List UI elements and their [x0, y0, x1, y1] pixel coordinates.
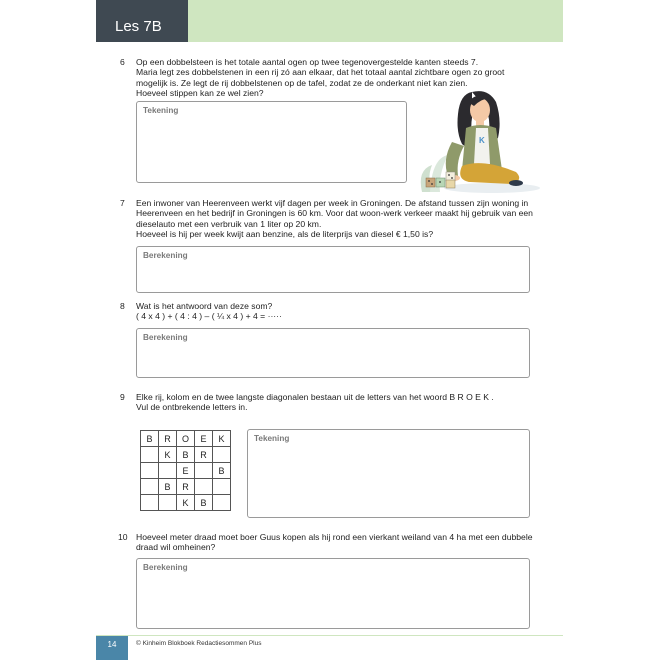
calculation-box-q10[interactable]	[136, 558, 530, 629]
grid-cell[interactable]	[213, 495, 231, 511]
drawing-box-q6[interactable]	[136, 101, 407, 183]
question-text: Elke rij, kolom en de twee langste diagonalen bestaan uit de letters van het woord B R O E K . Vul de ontbrekende letters in.	[136, 392, 494, 413]
grid-cell[interactable]: B	[213, 463, 231, 479]
question-number: 7	[120, 198, 125, 208]
grid-cell[interactable]: K	[159, 447, 177, 463]
question-text: Een inwoner van Heerenveen werkt vijf dagen per week in Groningen. De afstand tussen zijn woning in Heerenveen en het bedrijf in Groningen is 60 km. Voor dat woon-werk verkeer maakt hij gebruik van een dieselauto met een verbruik van 1 liter op 20 km. Hoeveel is hij per week kwijt aan benzine, als de literprijs van diesel € 1,50 is?	[136, 198, 533, 240]
grid-cell[interactable]: O	[177, 431, 195, 447]
grid-cell[interactable]	[195, 479, 213, 495]
grid-cell[interactable]: B	[141, 431, 159, 447]
grid-cell[interactable]: R	[177, 479, 195, 495]
grid-row	[141, 431, 231, 447]
grid-cell[interactable]: K	[213, 431, 231, 447]
grid-row	[141, 463, 231, 479]
calculation-box-q8[interactable]	[136, 328, 530, 378]
grid-cell[interactable]	[141, 463, 159, 479]
grid-cell[interactable]: K	[177, 495, 195, 511]
lesson-title: Les 7B	[115, 18, 162, 35]
grid-cell[interactable]: B	[159, 479, 177, 495]
grid-cell[interactable]	[141, 479, 159, 495]
grid-cell[interactable]	[195, 463, 213, 479]
grid-cell[interactable]	[141, 447, 159, 463]
grid-cell[interactable]: R	[195, 447, 213, 463]
question-text: Op een dobbelsteen is het totale aantal ogen op twee tegenovergestelde kanten steeds 7. Maria legt zes dobbelstenen in een rij zó aan elkaar, dat het totaal aantal zichtbare ogen zo groot mogelijk is. Ze legt de rij dobbelstenen op de tafel, zodat ze de onderkant niet kan zien. Hoeveel stippen kan ze wel zien?	[136, 57, 505, 99]
box-label: Tekening	[143, 106, 179, 115]
drawing-box-q9[interactable]	[247, 429, 530, 518]
grid-cell[interactable]: B	[177, 447, 195, 463]
question-number: 9	[120, 392, 125, 402]
grid-row	[141, 479, 231, 495]
footer-divider	[96, 635, 563, 636]
grid-cell[interactable]	[159, 495, 177, 511]
grid-cell[interactable]: B	[195, 495, 213, 511]
shirt-letter: K	[479, 136, 485, 145]
lesson-tab	[96, 0, 188, 42]
question-number: 6	[120, 57, 125, 67]
grid-row	[141, 495, 231, 511]
question-number: 8	[120, 301, 125, 311]
calculation-box-q7[interactable]	[136, 246, 530, 293]
girl-with-dice-illustration	[412, 80, 542, 195]
grid-cell[interactable]	[159, 463, 177, 479]
grid-cell[interactable]	[213, 479, 231, 495]
grid-row	[141, 447, 231, 463]
box-label: Berekening	[143, 251, 188, 260]
grid-cell[interactable]: E	[195, 431, 213, 447]
page-number: 14	[96, 636, 128, 660]
question-number: 10	[118, 532, 128, 542]
broek-letter-grid	[140, 430, 231, 511]
grid-cell[interactable]	[141, 495, 159, 511]
box-label: Tekening	[254, 434, 290, 443]
question-text: Wat is het antwoord van deze som? ( 4 x 4 ) + ( 4 : 4 ) – ( ¼ x 4 ) + 4 = ·····	[136, 301, 282, 322]
grid-cell[interactable]	[213, 447, 231, 463]
grid-cell[interactable]: E	[177, 463, 195, 479]
box-label: Berekening	[143, 563, 188, 572]
question-text: Hoeveel meter draad moet boer Guus kopen als hij rond een vierkant weiland van 4 ha met een dubbele draad wil omheinen?	[136, 532, 533, 553]
copyright-text: © Kinheim Blokboek Redactiesommen Plus	[136, 640, 262, 647]
grid-cell[interactable]: R	[159, 431, 177, 447]
box-label: Berekening	[143, 333, 188, 342]
